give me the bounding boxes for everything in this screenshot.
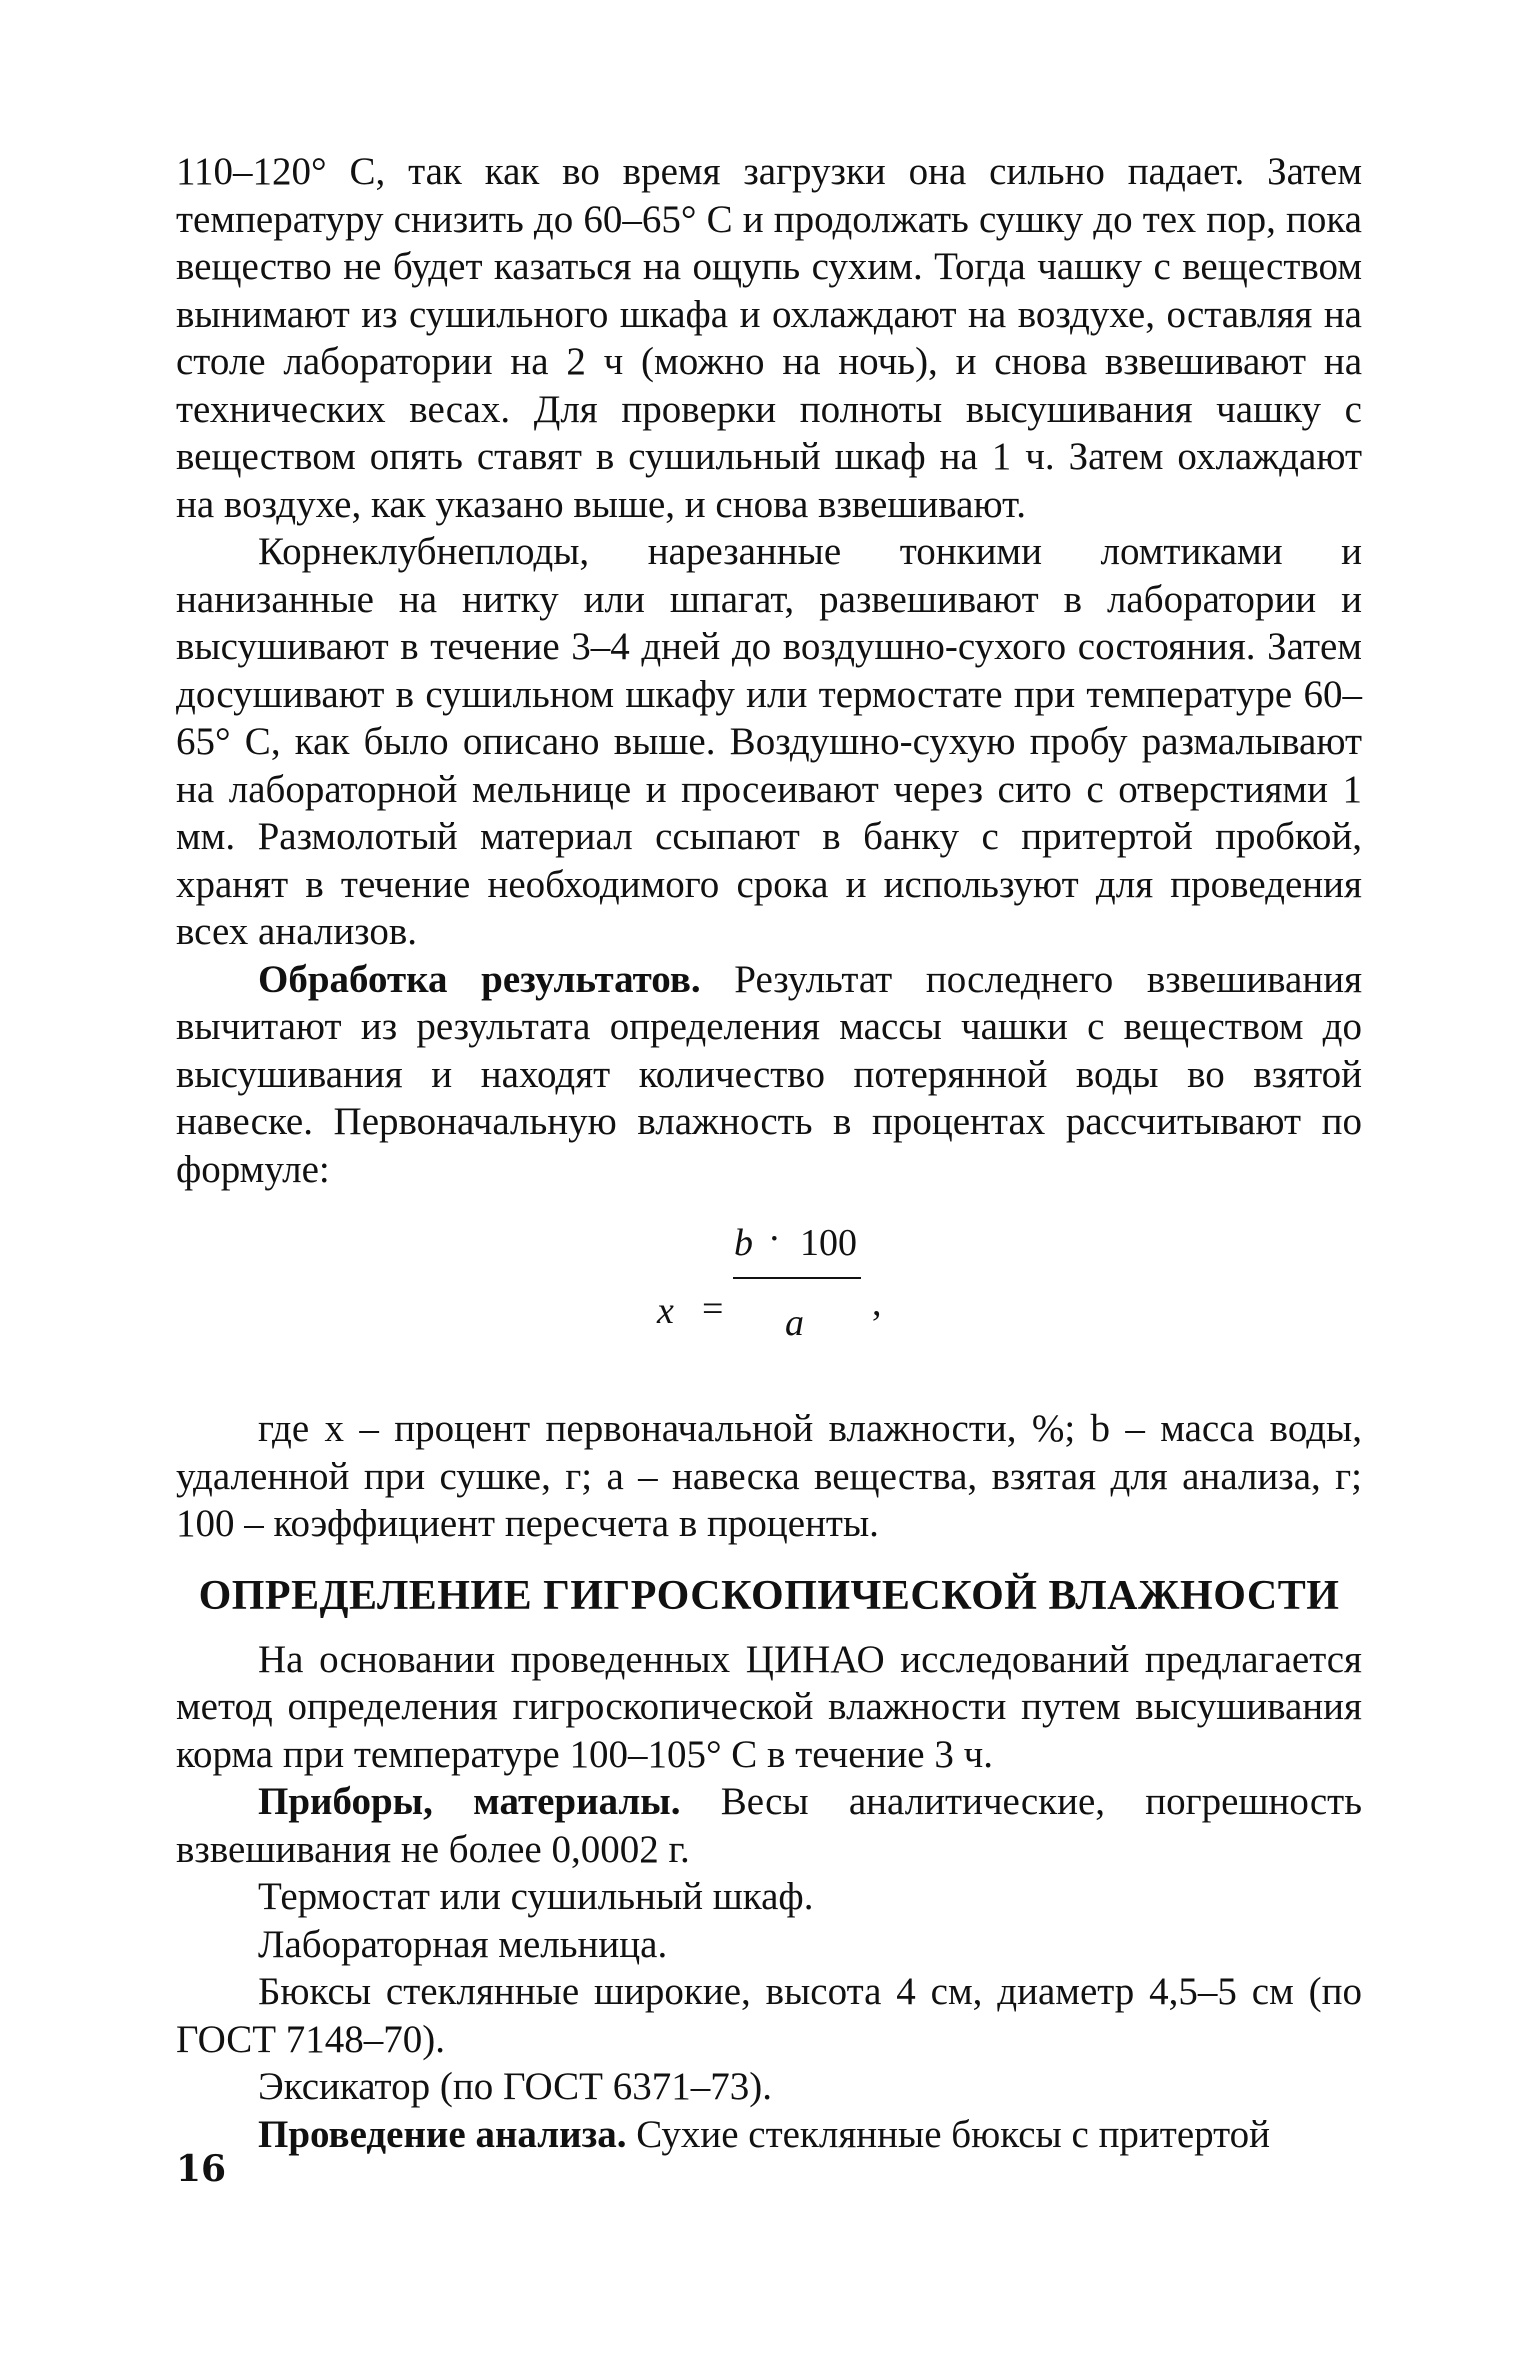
formula-denominator: a (785, 1302, 804, 1344)
formula-numerator-var: b (734, 1222, 753, 1264)
paragraph-equipment-body: Весы аналитические, погрешность взвешивания не более 0,0002 г. (176, 1780, 1362, 1871)
formula-trailing-comma: , (872, 1282, 882, 1324)
list-item-desiccator: Эксикатор (по ГОСТ 6371–73). (258, 2065, 772, 2108)
list-item-weighing-bottles: Бюксы стеклянные широкие, высота 4 см, диаметр 4,5–5 см (по ГОСТ 7148–70). (176, 1970, 1362, 2061)
paragraph-results-body: Результат последнего взвешивания вычитают из результата определения массы чашки с веществом до высушивания и находят количество потерянной воды во взятой навеске. Первоначальную влажность в процентах рассчитывают по формуле: (176, 957, 1363, 1191)
runin-heading-equipment: Приборы, материалы. (258, 1780, 681, 1823)
section-title: ОПРЕДЕЛЕНИЕ ГИГРОСКОПИЧЕСКОЙ ВЛАЖНОСТИ (198, 1572, 1340, 1619)
list-item-thermostat: Термостат или сушильный шкаф. (258, 1875, 814, 1918)
page-number: 16 (176, 2148, 227, 2190)
paragraph-method-intro: На основании проведенных ЦИНАО исследований предлагается метод определения гигроскопической влажности путем высушивания корма при температуре 100–105° С в течение 3 ч. (176, 1637, 1362, 1776)
formula-equals: = (702, 1288, 724, 1330)
paragraph-procedure-body: Сухие стеклянные бюксы с притертой (626, 2112, 1271, 2156)
runin-heading-results: Обработка результатов. (258, 957, 701, 1001)
formula-fraction-bar (733, 1277, 861, 1279)
paragraph-root-crops: Корнеклубнеплоды, нарезанные тонкими ломтиками и нанизанные на нитку или шпагат, развешивают в лаборатории и высушивают в течение 3–4 дней до воздушно-сухого состояния. Затем досушивают в сушильном шкафу или термостате при температуре 60–65° С, как было описано выше. Воздушно-сухую пробу размалывают на лабораторной мельнице и просеивают через сито с отверстиями 1 мм. Размолотый материал ссыпают в банку с притертой пробкой, хранят в течение необходимого срока и используют для проведения всех анализов. (176, 530, 1362, 953)
list-item-mill: Лабораторная мельница. (258, 1922, 668, 1966)
formula-multiply-dot: · (768, 1218, 781, 1260)
formula-lhs: x (657, 1290, 674, 1332)
paragraph-results-processing (176, 956, 1362, 1194)
paragraph-continuation: 110–120° С, так как во время загрузки она сильно падает. Затем температуру снизить до 60–65° С и продолжать сушку до тех пор, пока вещество не будет казаться на ощупь сухим. Тогда чашку с веществом вынимают из сушильного шкафа и охлаждают на воздухе, оставляя на столе лаборатории на 2 ч (можно на ночь), и снова взвешивают на технических весах. Для проверки полноты высушивания чашку с веществом опять ставят в сушильный шкаф на 1 ч. Затем охлаждают на воздухе, как указано выше, и снова взвешивают. (176, 150, 1362, 526)
moisture-formula (176, 1218, 1362, 1389)
text-column (176, 148, 1362, 2158)
paragraph-analysis-procedure (176, 2111, 1362, 2159)
paragraph-formula-legend: где x – процент первоначальной влажности, %; b – масса воды, удаленной при сушке, г; a – навеска вещества, взятая для анализа, г; 100 – коэффициент пересчета в проценты. (176, 1407, 1362, 1545)
runin-heading-procedure: Проведение анализа. (258, 2112, 627, 2156)
paragraph-equipment (176, 1778, 1362, 1873)
formula-numerator-number: 100 (800, 1222, 857, 1264)
